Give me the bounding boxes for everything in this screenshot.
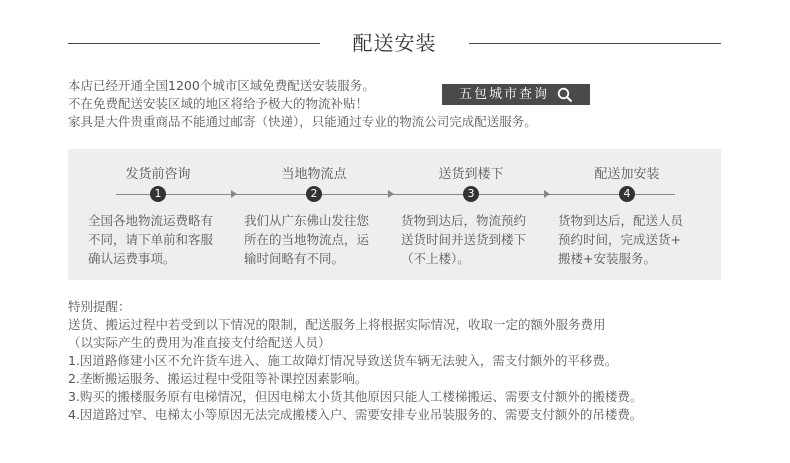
- step-desc-line: 所在的当地物流点，运: [244, 232, 370, 247]
- step-number-badge: 1: [150, 186, 166, 202]
- step-desc-line: 确认运费事项。: [88, 251, 176, 266]
- section-title: 配送安装: [352, 31, 437, 55]
- search-icon: [557, 87, 573, 103]
- notes-line: 送货、搬运过程中若受到以下情况的限制，配送服务上将根据实际情况，收取一定的额外服务费用: [68, 317, 606, 332]
- step-2-description: [244, 211, 384, 268]
- step-desc-line: 我们从广东佛山发往您: [244, 213, 370, 228]
- step-number-badge: 3: [463, 186, 479, 202]
- notes-line: 1.因道路修建小区不允许货车进入、施工故障灯情况导致送货车辆无法驶入，需支付额外的平移费。: [68, 353, 618, 368]
- step-desc-line: 全国各地物流运费略有: [88, 213, 214, 228]
- flow-line: [116, 194, 675, 195]
- flow-arrow-icon: [388, 190, 394, 198]
- step-number-badge: 2: [306, 186, 322, 202]
- delivery-process-panel: [68, 149, 721, 280]
- notes-line: （以实际产生的费用为准直接支付给配送人员）: [68, 335, 331, 350]
- step-desc-line: 不同，请下单前和客服: [88, 232, 214, 247]
- city-query-label: 五包城市查询: [458, 87, 549, 102]
- flow-arrow-icon: [544, 190, 550, 198]
- notes-line: 2.垄断搬运服务、搬运过程中受阻等补课控因素影响。: [68, 371, 368, 386]
- step-desc-line: 搬楼+安装服务。: [558, 251, 656, 266]
- intro-line: 不在免费配送安装区域的地区将给予极大的物流补贴！: [68, 96, 369, 111]
- notes-heading: 特别提醒：: [68, 299, 131, 314]
- intro-line: 家具是大件贵重商品不能通过邮寄（快递），只能通过专业的物流公司完成配送服务。: [68, 114, 537, 129]
- step-title: 配送加安装: [594, 167, 660, 182]
- title-divider-left: [68, 43, 320, 44]
- step-title: 发货前咨询: [125, 167, 191, 182]
- step-desc-line: 预约时间，完成送货+: [558, 232, 681, 247]
- step-desc-line: 货物到达后，物流预约: [401, 213, 527, 228]
- special-notes: [68, 298, 642, 424]
- step-desc-line: 货物到达后，配送人员: [558, 213, 684, 228]
- step-1-description: [88, 211, 228, 268]
- intro-line: 本店已经开通全国1200个城市区域免费配送安装服务。: [68, 78, 375, 93]
- section-header: [0, 26, 790, 60]
- title-divider-right: [469, 43, 721, 44]
- step-title: 当地物流点: [281, 167, 347, 182]
- step-desc-line: 输时间略有不同。: [244, 251, 345, 266]
- step-title: 送货到楼下: [438, 167, 504, 182]
- notes-line: 4.因道路过窄、电梯太小等原因无法完成搬楼入户、需要安排专业吊装服务的、需要支付额外的吊楼费。: [68, 407, 643, 422]
- step-number-badge: 4: [619, 186, 635, 202]
- step-desc-line: 送货时间并送货到楼下: [401, 232, 527, 247]
- city-query-button[interactable]: [442, 84, 590, 105]
- notes-line: 3.购买的搬楼服务原有电梯情况，但因电梯太小货其他原因只能人工楼梯搬运、需要支付额外的搬楼费。: [68, 389, 643, 404]
- step-4-description: [558, 211, 698, 268]
- step-desc-line: （不上楼）。: [401, 251, 470, 266]
- flow-arrow-icon: [231, 190, 237, 198]
- step-3-description: [401, 211, 541, 268]
